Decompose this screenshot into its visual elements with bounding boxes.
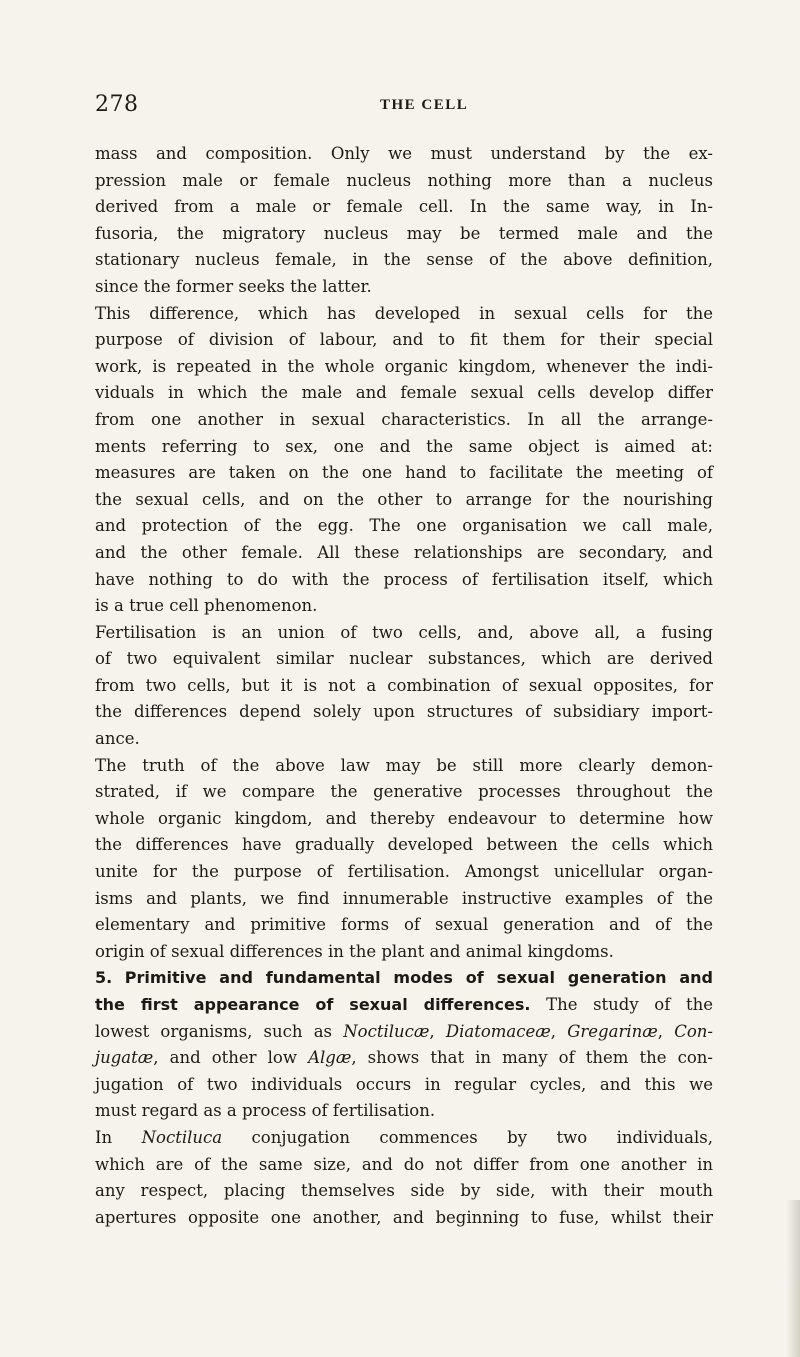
text-line: fusoria, the migratory nucleus may be termed male and the [95,223,713,243]
body-text [95,141,713,1231]
text-line: isms and plants, we find innumerable instructive examples of the [95,888,713,908]
text-fragment: conjugation commences by two individuals, [222,1127,713,1147]
text-line: unite for the purpose of fertilisation. Amongst unicellular organ- [95,862,713,882]
section-5 [95,965,713,1125]
text-fragment: , shows that in many of them the con- [351,1048,713,1068]
taxon-name: Algæ [308,1048,352,1068]
text-line: the differences depend solely upon structures of subsidiary import- [95,702,713,722]
text-line: have nothing to do with the process of fertilisation itself, which [95,569,713,589]
text-line: work, is repeated in the whole organic kingdom, whenever the indi- [95,356,713,376]
text-line: apertures opposite one another, and beginning to fuse, whilst their [95,1207,713,1227]
text-line: mass and composition. Only we must understand by the ex- [95,144,713,163]
text-line [95,1125,713,1152]
text-line: from two cells, but it is not a combination of sexual opposites, for [95,675,713,695]
text-fragment: In [95,1127,142,1147]
taxon-name: Diatomaceæ [445,1021,551,1041]
text-line: since the former seeks the latter. [95,276,372,296]
text-fragment: The study of the [546,995,713,1014]
section-heading-cont: the first appearance of sexual differences. [95,995,531,1014]
text-line: is a true cell phenomenon. [95,596,318,616]
text-line: measures are taken on the one hand to facilitate the meeting of [95,463,713,483]
section-heading-line [95,965,713,992]
text-line: derived from a male or female cell. In the same way, in In- [95,197,713,217]
section-number: 5. [95,968,113,988]
text-line [95,1045,713,1072]
text-line: which are of the same size, and do not differ from one another in [95,1154,713,1174]
text-line: from one another in sexual characteristics. In all the arrange- [95,409,713,429]
text-line: of two equivalent similar nuclear substances, which are derived [95,649,713,669]
taxon-name: Noctiluca [141,1127,223,1147]
text-line: Fertilisation is an union of two cells, and, above all, a fusing [95,622,713,642]
paragraph-3 [95,620,713,753]
page-edge-shadow [786,1200,800,1357]
text-line: strated, if we compare the generative processes throughout the [95,782,713,802]
page-number: 278 [95,92,139,117]
text-line: viduals in which the male and female sexual cells develop differ [95,383,713,403]
text-line: any respect, placing themselves side by side, with their mouth [95,1181,713,1201]
text-line: purpose of division of labour, and to fit them for their special [95,330,713,350]
text-line: the differences have gradually developed between the cells which [95,835,713,855]
text-line: elementary and primitive forms of sexual generation and of the [95,915,713,935]
text-line: stationary nucleus female, in the sense of the above definition, [95,250,713,270]
taxon-name: jugatæ [95,1048,154,1068]
taxon-name: Noctilucæ [343,1021,430,1041]
taxon-name: Gregarinæ [567,1021,658,1041]
paragraph-1 [95,141,713,301]
section-heading-line [95,992,713,1019]
paragraph-4 [95,753,713,966]
text-line: and protection of the egg. The one organisation we call male, [95,516,713,536]
text-line: The truth of the above law may be still more clearly demon- [95,755,713,775]
text-fragment: lowest organisms, such as [95,1021,344,1041]
page-header [95,92,710,122]
text-line: This difference, which has developed in sexual cells for the [95,303,713,323]
text-line: pression male or female nucleus nothing more than a nucleus [95,170,713,190]
text-line: whole organic kingdom, and thereby endeavour to determine how [95,808,713,828]
taxon-name: Con- [674,1021,713,1041]
text-line: lowest organisms, such as Noctilucæ, Diatomaceæ, Gregarinæ, Con- [95,1021,713,1041]
text-fragment: , and other low [153,1048,309,1068]
paragraph-noctiluca [95,1125,713,1231]
text-line: the sexual cells, and on the other to arrange for the nourishing [95,489,713,509]
text-line: and the other female. All these relationships are secondary, and [95,542,713,562]
text-line: origin of sexual differences in the plant and animal kingdoms. [95,941,614,961]
text-line: ance. [95,729,140,749]
paragraph-2 [95,301,713,620]
text-line: must regard as a process of fertilisation. [95,1101,436,1121]
text-line: ments referring to sex, one and the same object is aimed at: [95,436,713,456]
section-heading: Primitive and fundamental modes of sexual generation and [124,968,714,988]
text-line: jugation of two individuals occurs in regular cycles, and this we [95,1074,713,1094]
running-head: THE CELL [380,97,469,113]
